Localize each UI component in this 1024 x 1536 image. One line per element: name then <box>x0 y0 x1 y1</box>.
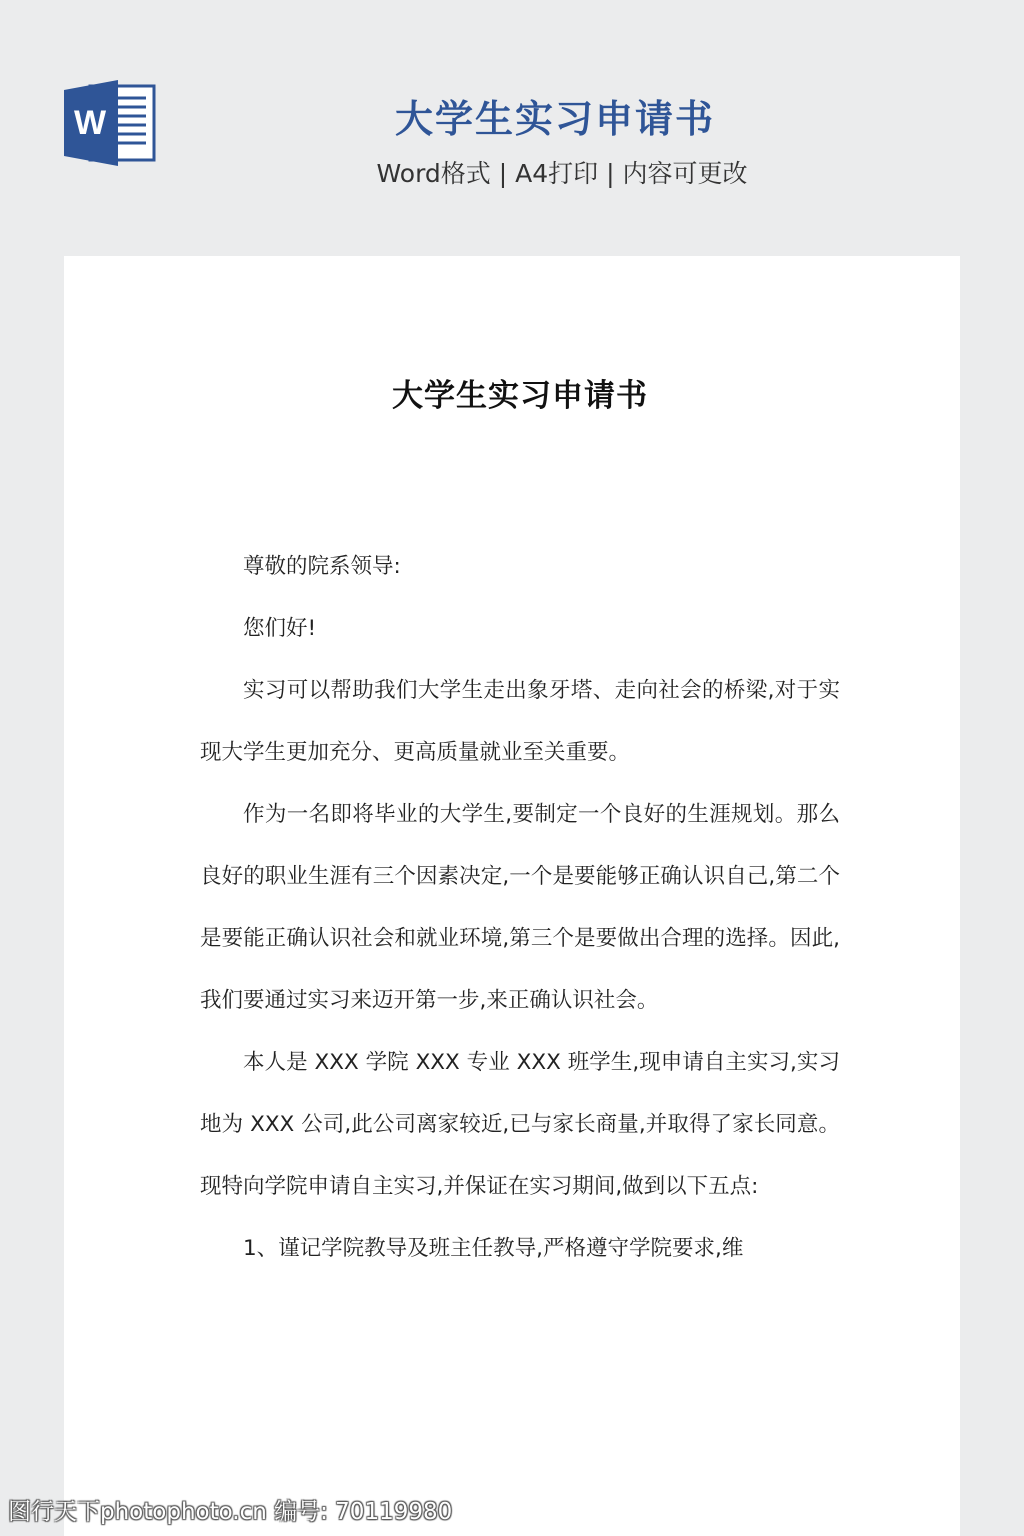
word-icon-letter: W <box>73 104 107 142</box>
body-paragraph: 实习可以帮助我们大学生走出象牙塔、走向社会的桥梁,对于实现大学生更加充分、更高质量就业至关重要。 <box>200 678 840 765</box>
greeting: 您们好! <box>243 616 317 641</box>
watermark: 图行天下photophoto.cn 编号: 70119980 <box>8 1499 453 1525</box>
body-paragraph: 本人是 XXX 学院 XXX 专业 XXX 班学生,现申请自主实习,实习地为 XXX 公司,此公司离家较近,已与家长商量,并取得了家长同意。现特向学院申请自主实习,并保证在实习期间,做到以下五点: <box>200 1050 840 1199</box>
document-title: 大学生实习申请书 <box>392 378 648 414</box>
list-item: 1、谨记学院教导及班主任教导,严格遵守学院要求,维 <box>243 1236 744 1261</box>
document-body <box>200 536 840 1280</box>
banner-subtitle: Word格式 | A4打印 | 内容可更改 <box>376 159 748 188</box>
banner-header <box>0 0 1024 240</box>
banner-title: 大学生实习申请书 <box>394 97 715 141</box>
body-paragraph: 作为一名即将毕业的大学生,要制定一个良好的生涯规划。那么良好的职业生涯有三个因素决定,一个是要能够正确认识自己,第二个是要能正确认识社会和就业环境,第三个是要做出合理的选择。因此,我们要通过实习来迈开第一步,来正确认识社会。 <box>200 802 840 1013</box>
document-page <box>64 256 960 1536</box>
salutation: 尊敬的院系领导: <box>243 554 401 579</box>
